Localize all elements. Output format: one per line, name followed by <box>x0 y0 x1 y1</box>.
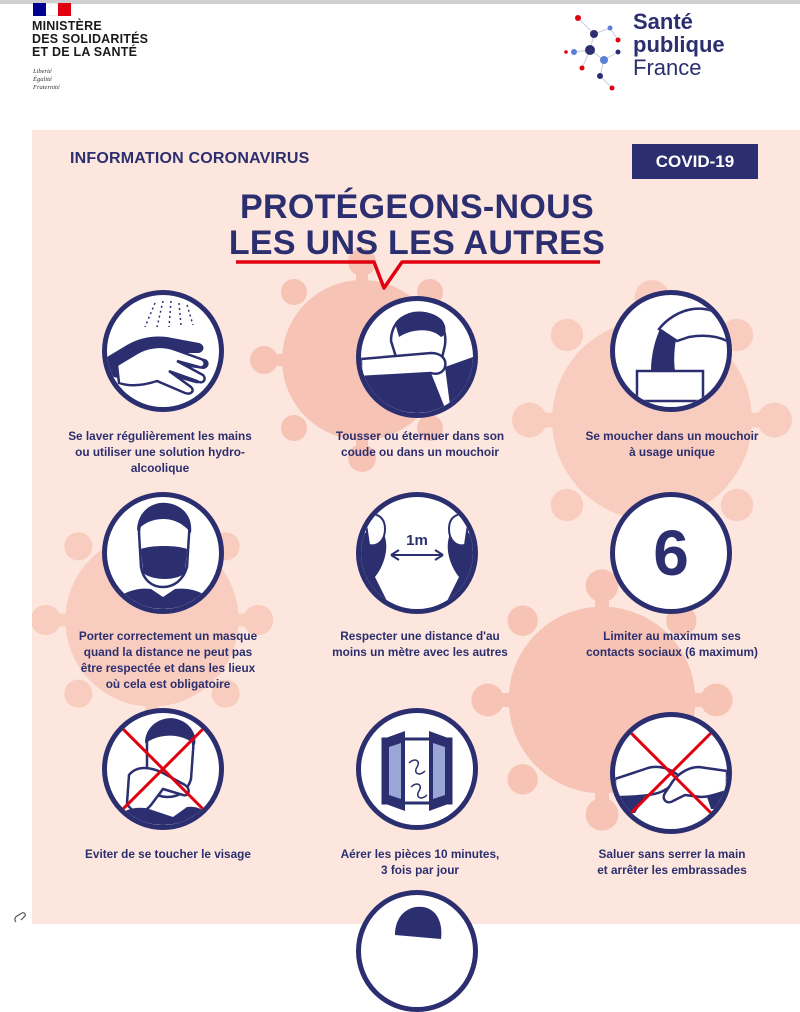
open-window-circle <box>356 708 478 830</box>
agency-line: France <box>633 55 702 80</box>
number-six-circle <box>610 492 732 614</box>
caption-line: Eviter de se toucher le visage <box>85 847 251 861</box>
six-label: 6 <box>653 517 689 589</box>
marianne-flag-logo <box>33 3 71 16</box>
person-icon <box>361 895 473 1007</box>
caption-line: être respectée et dans les lieux <box>80 661 256 675</box>
motto-line: Fraternité <box>33 84 60 91</box>
caption-line: ou utiliser une solution hydro- <box>75 445 245 459</box>
distance-icon <box>361 497 473 609</box>
gesture-caption <box>552 428 792 460</box>
poster-title-line2: LES UNS LES AUTRES <box>228 224 606 262</box>
top-border <box>0 0 800 4</box>
caption-line: moins un mètre avec les autres <box>332 645 508 659</box>
no-face-touch-icon <box>107 713 219 825</box>
paperclip-icon <box>14 912 28 924</box>
motto-line: Liberté <box>33 68 52 75</box>
ministry-line: ET DE LA SANTÉ <box>32 45 138 59</box>
motto-line: Égalité <box>33 76 52 83</box>
tissue-box-circle <box>610 290 732 412</box>
no-handshake-circle <box>610 712 732 834</box>
caption-line: Aérer les pièces 10 minutes, <box>340 847 500 861</box>
caption-line: où cela est obligatoire <box>105 677 231 691</box>
caption-line: Se laver régulièrement les mains <box>68 429 252 443</box>
info-label: INFORMATION CORONAVIRUS <box>70 150 310 167</box>
tissue-box-icon <box>615 295 727 407</box>
speech-underline <box>234 258 604 294</box>
covid-badge: COVID-19 <box>632 144 758 179</box>
gesture-caption <box>48 628 288 692</box>
next-gesture-circle <box>356 890 478 1012</box>
gesture-caption <box>40 428 280 476</box>
caption-line: Porter correctement un masque <box>78 629 258 643</box>
gesture-caption <box>300 428 540 460</box>
caption-line: Saluer sans serrer la main <box>598 847 746 861</box>
gesture-caption <box>48 846 288 862</box>
gesture-caption <box>300 846 540 878</box>
republic-motto <box>33 68 60 92</box>
no-handshake-icon <box>615 717 727 829</box>
caption-line: quand la distance ne peut pas <box>83 645 253 659</box>
caption-line: contacts sociaux (6 maximum) <box>586 645 758 659</box>
caption-line: Tousser ou éternuer dans son <box>335 429 505 443</box>
caption-line: Respecter une distance d'au <box>340 629 500 643</box>
caption-line: coude ou dans un mouchoir <box>341 445 499 459</box>
distance-label: 1m <box>406 532 428 549</box>
agency-name <box>633 10 725 79</box>
ministry-name <box>32 20 148 59</box>
caption-line: alcoolique <box>130 461 190 475</box>
agency-line: publique <box>633 32 725 57</box>
no-face-touch-circle <box>102 708 224 830</box>
hand-washing-icon <box>107 295 219 407</box>
caption-line: à usage unique <box>629 445 715 459</box>
gesture-caption <box>552 846 792 878</box>
ministry-line: DES SOLIDARITÉS <box>32 32 149 46</box>
sante-publique-france-logo-icon <box>560 8 630 98</box>
ministry-line: MINISTÈRE <box>32 19 102 33</box>
cough-elbow-circle <box>356 296 478 418</box>
face-mask-circle <box>102 492 224 614</box>
hand-washing-circle <box>102 290 224 412</box>
open-window-icon <box>361 713 473 825</box>
caption-line: et arrêter les embrassades <box>597 863 747 877</box>
caption-line: Se moucher dans un mouchoir <box>585 429 759 443</box>
caption-line: 3 fois par jour <box>380 863 459 877</box>
gesture-caption <box>300 628 540 660</box>
poster-title-line1: PROTÉGEONS-NOUS <box>240 188 594 226</box>
distance-circle <box>356 492 478 614</box>
number-six-icon <box>615 497 727 609</box>
caption-line: Limiter au maximum ses <box>603 629 741 643</box>
agency-line: Santé <box>633 9 693 34</box>
gesture-caption <box>552 628 792 660</box>
cough-elbow-icon <box>361 301 473 413</box>
face-mask-icon <box>107 497 219 609</box>
